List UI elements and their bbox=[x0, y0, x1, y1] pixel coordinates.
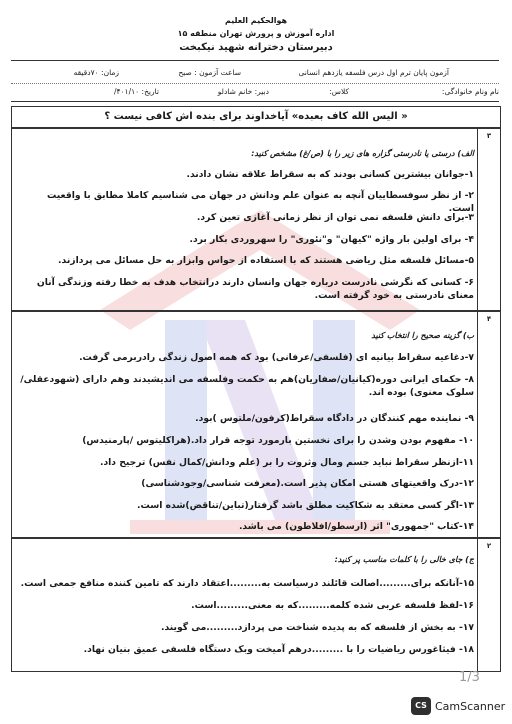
student-name-field: نام ونام خانوادگی: bbox=[441, 87, 499, 96]
section-score: ۳ bbox=[486, 132, 492, 140]
scanner-badge bbox=[411, 697, 505, 715]
question-item: ۴- برای اولین بار واژه "کیهان" و"نئوری" را سهروردی بکار برد. bbox=[189, 234, 474, 245]
question-item: ۳-برای دانش فلسفه نمی توان از نظر زمانی آغازی تعین کرد. bbox=[196, 212, 474, 223]
section-title: الف) درستی یا نادرستی گزاره های زیر را با (ص/غ) مشخص کنید: bbox=[251, 149, 474, 158]
section-true-false bbox=[11, 128, 501, 311]
camscanner-logo-icon: CS bbox=[411, 697, 431, 715]
question-item: ۱۵-آنانکه برای.........اصالت قائلند درسیاست به.........اعتقاد دارند که تامین کننده منافع جمعی است. bbox=[20, 578, 474, 589]
exam-title: آزمون پایان ترم اول درس فلسفه یازدهم انسانی bbox=[298, 68, 449, 77]
question-item: ۲- از نظر سوفسطاییان آنچه به عنوان علم ودانش در جهان می شناسیم کاملا مطابق با واقعیت است. bbox=[47, 190, 474, 214]
header-blessing: هوالحکیم العلیم bbox=[224, 16, 288, 25]
question-item: ۱۲-درک واقعیتهای هستی امکان پذیر است.(معرفت شناسی/وجودشناسی) bbox=[141, 478, 474, 489]
page-number: 1/3 bbox=[459, 670, 480, 685]
score-column bbox=[477, 539, 500, 671]
question-item: ۷-دغاعیه سقراط بیانیه ای (فلسفی/عرفانی) بود که همه اصول زندگی رادربرمی گرفت. bbox=[79, 352, 474, 363]
question-item: ۸- حکمای ایرانی دوره(کیانیان/صفاریان)هم به حکمت وفلسفه می اندیشیدند وهم دارای (شهودعقلی/سلوک معنوی) بوده اند. bbox=[20, 374, 474, 398]
date-field: تاریخ: ۴۰۱/۱۰/ bbox=[113, 87, 159, 96]
opening-quote: « الیس الله کاف بعبده» آیاخداوند برای بنده اش کافی نیست ؟ bbox=[11, 106, 501, 128]
question-item: ۱۶-لفظ فلسفه عربی شده کلمه.........که به معنی.........است. bbox=[191, 600, 474, 611]
question-item: ۱-جوانان بیشترین کسانی بودند که به سقراط علاقه نشان دادند. bbox=[186, 169, 474, 180]
camscanner-label: CamScanner bbox=[435, 699, 506, 713]
section-title: ج) جای خالی را با کلمات مناسب پر کنید: bbox=[334, 555, 474, 564]
question-item: ۵-مسائل فلسفه مثل ریاضی هستند که با استفاده از حواس وابزار به حل مسائل می پردازند. bbox=[58, 255, 474, 266]
exam-info-row-1 bbox=[11, 65, 499, 83]
exam-start: ساعت آزمون : صبح bbox=[178, 68, 241, 77]
question-item: ۱۸- فیثاغورس ریاضیات را با .........درهم آمیخت وبک دستگاه فلسفی عمیق بنیان نهاد. bbox=[83, 644, 474, 655]
section-score: ۴ bbox=[486, 315, 492, 323]
teacher-field: دبیر: خانم شادلو bbox=[217, 87, 269, 96]
score-column bbox=[477, 129, 500, 310]
section-score: ۲ bbox=[486, 542, 492, 550]
exam-duration: زمان: ۷۰دقیقه bbox=[73, 68, 119, 77]
section-multiple-choice bbox=[11, 311, 501, 538]
section-title: ب) گزینه صحیح را انتخاب کنید bbox=[371, 331, 474, 340]
question-item: ۶- کسانی که نگرشی نادرست درباره جهان وانسان دارند درانتخاب هدف به خطا رفته وزندگی آنان معنای نادرستی به خود گرفته است. bbox=[36, 277, 474, 301]
question-item: ۱۱-ازنظر سقراط نباید جسم ومال وثروت را بر (علم ودانش/کمال نفس) ترجیح داد. bbox=[99, 457, 474, 468]
header-school: دبیرستان دخترانه شهید نیکبخت bbox=[179, 42, 333, 53]
class-field: کلاس: bbox=[329, 87, 349, 96]
question-item: ۹- نماینده مهم کنندگان در دادگاه سقراط(کرفون/ملتوس )بود. bbox=[195, 413, 474, 424]
question-item: ۱۷- به بخش از فلسفه که به پدیده شناخت می پردازد.........می گویند. bbox=[160, 622, 474, 633]
exam-info-row-2 bbox=[11, 83, 499, 102]
section-fill-in-blank bbox=[11, 538, 501, 672]
header-department: اداره آموزش و پرورش تهران منطقه ۱۵ bbox=[177, 29, 335, 38]
question-item: ۱۴-کتاب "جمهوری" اثر (ارسطو/افلاطون) می باشد. bbox=[238, 521, 474, 532]
question-item: ۱۰- مفهوم بودن وشدن را برای نخستین بارمورد توجه قرار داد.(هراکلیتوس /پارمنیدس) bbox=[82, 435, 474, 446]
question-item: ۱۳-اگر کسی معتقد به شکاکیت مطلق باشد گرفتار(تباین/تناقض)شده است. bbox=[137, 500, 474, 511]
score-column bbox=[477, 312, 500, 537]
exam-info-box bbox=[11, 60, 499, 102]
